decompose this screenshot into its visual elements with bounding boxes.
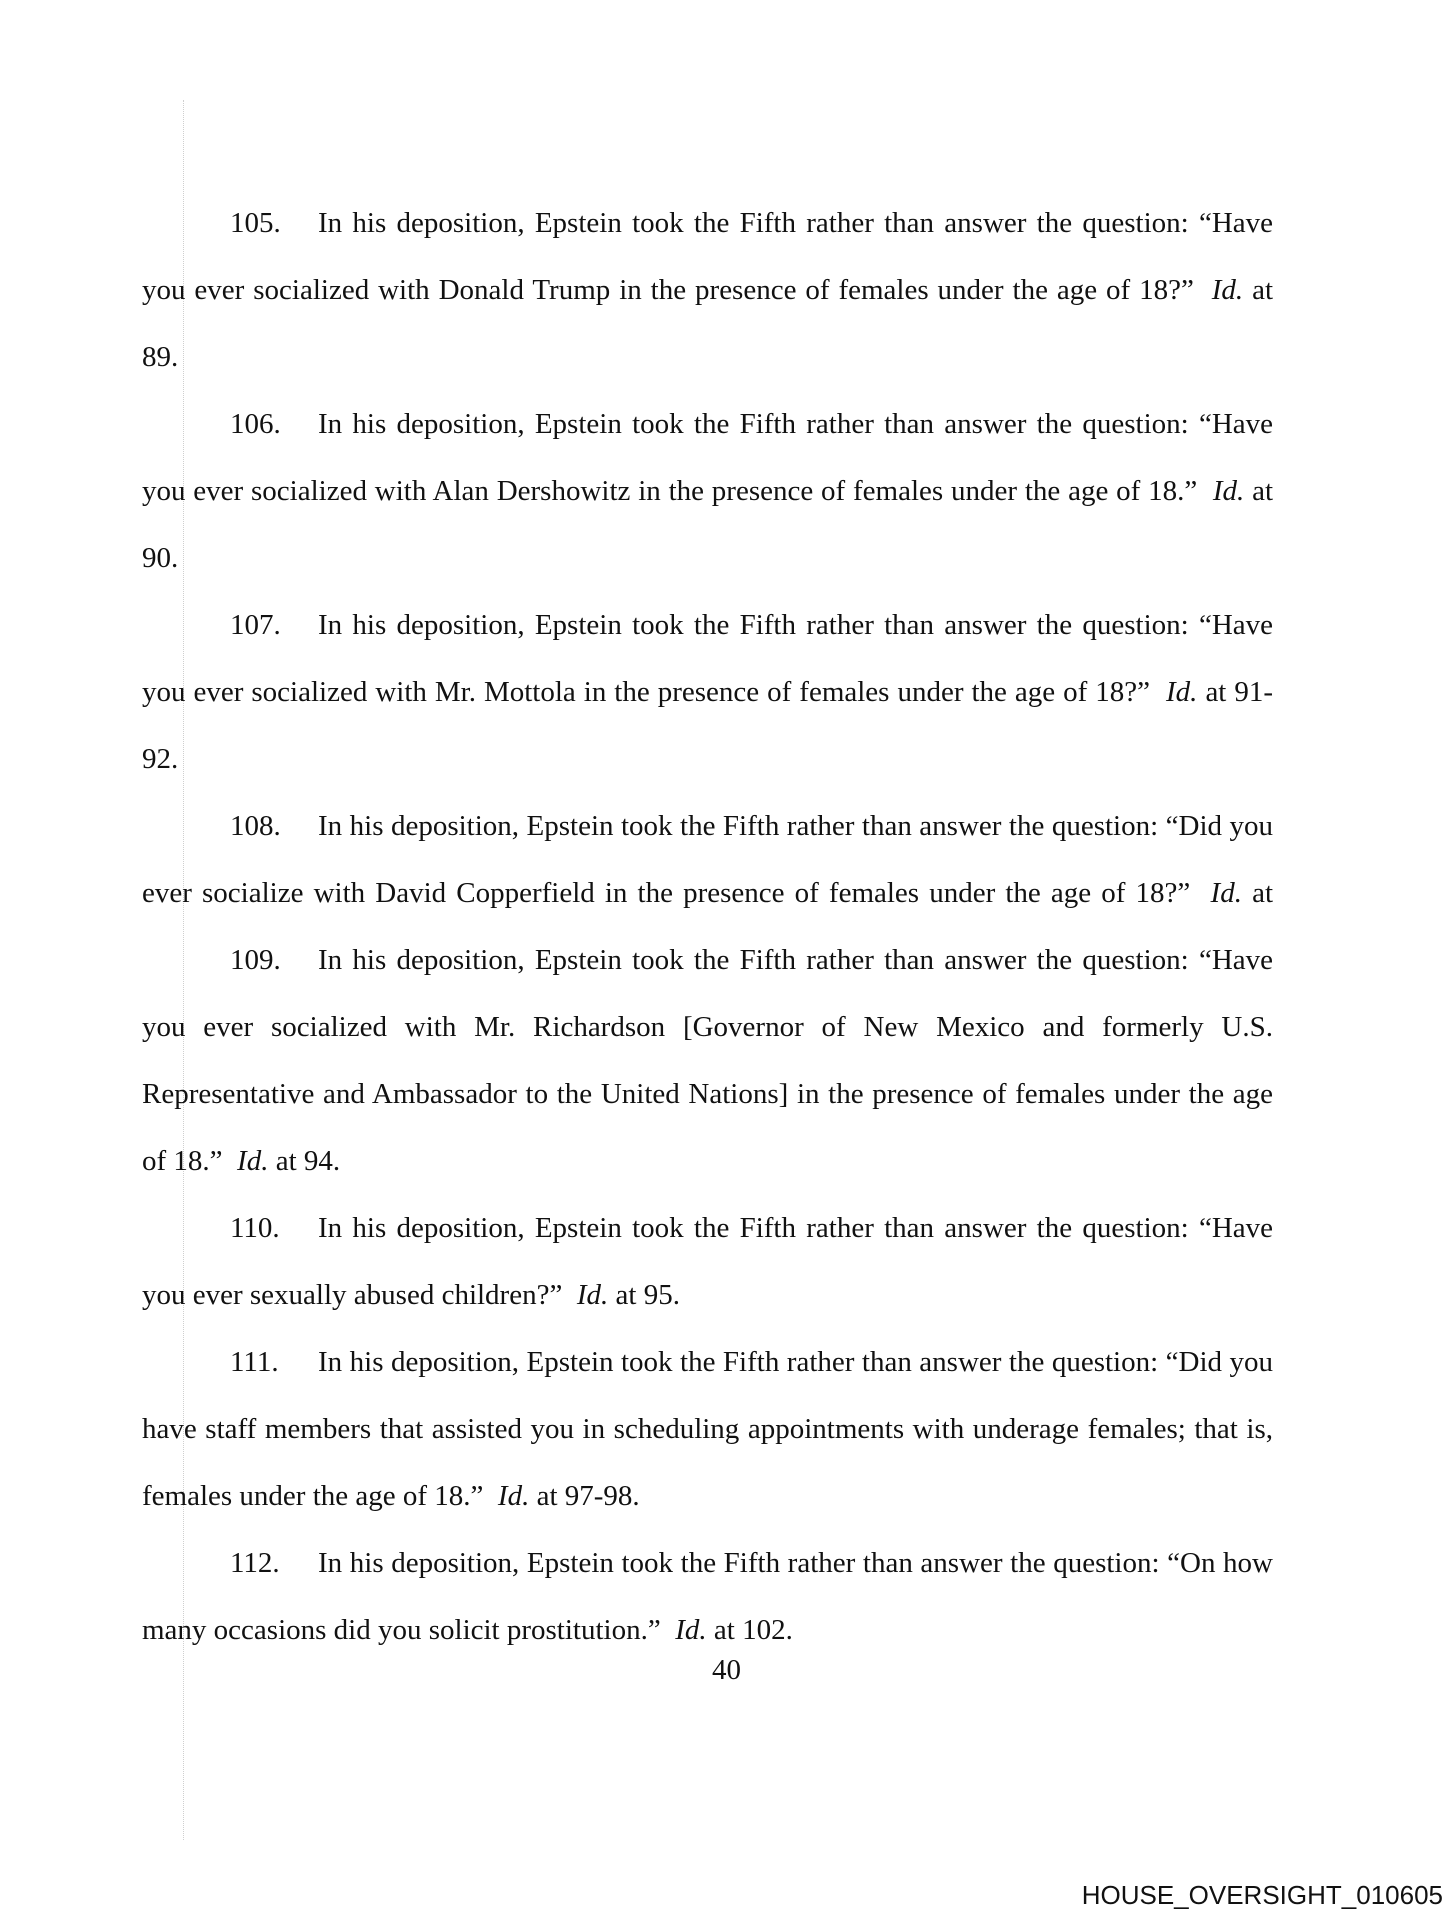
paragraph-text: you ever socialized with Mr. Mottola in the presence of females under the age of 18?” (142, 676, 1151, 708)
paragraph-107-line-2 (142, 674, 1273, 710)
paragraph-text: Representative and Ambassador to the United Nations] in the presence of females under the age (142, 1078, 1273, 1110)
paragraph-106-line-3 (142, 540, 1273, 576)
citation-page: at (1252, 877, 1274, 909)
citation-page: at 102. (713, 1614, 793, 1646)
paragraph-107-line-3 (142, 741, 1273, 777)
citation-page: at (1252, 475, 1274, 507)
citation-id: Id. (1166, 676, 1198, 708)
paragraph-number: 110. (230, 1212, 280, 1244)
bates-number: HOUSE_OVERSIGHT_010605 (1081, 1880, 1443, 1910)
paragraph-text: of 18.” (142, 1145, 223, 1177)
paragraph-text: In his deposition, Epstein took the Fifth rather than answer the question: “Did you (318, 1346, 1273, 1378)
paragraph-text: have staff members that assisted you in scheduling appointments with underage females; that is, (142, 1413, 1273, 1445)
paragraph-106-line-1 (230, 406, 1273, 442)
paragraph-112-line-2 (142, 1612, 1273, 1648)
citation-id: Id. (1210, 877, 1242, 909)
paragraph-105-line-1 (230, 205, 1273, 241)
paragraph-109-line-4 (142, 1143, 1273, 1179)
paragraph-text: you ever socialized with Alan Dershowitz in the presence of females under the age of 18.” (142, 475, 1198, 507)
paragraph-text: In his deposition, Epstein took the Fifth rather than answer the question: “On how (318, 1547, 1273, 1579)
page-number: 40 (712, 1654, 741, 1686)
paragraph-number: 105. (230, 207, 281, 239)
paragraph-number: 109. (230, 944, 281, 976)
citation-id: Id. (576, 1279, 609, 1311)
citation-id: Id. (237, 1145, 269, 1177)
paragraph-110-line-2 (142, 1277, 1273, 1313)
paragraph-text: In his deposition, Epstein took the Fifth rather than answer the question: “Did you (318, 810, 1273, 842)
paragraph-number: 108. (230, 810, 281, 842)
citation-id: Id. (1212, 475, 1245, 507)
citation-page: at 95. (615, 1279, 680, 1311)
paragraph-number: 107. (230, 609, 281, 641)
citation-id: Id. (497, 1480, 530, 1512)
citation-page: 90. (142, 542, 179, 574)
paragraph-106-line-2 (142, 473, 1273, 509)
citation-page: at 97-98. (536, 1480, 640, 1512)
paragraph-text: you ever sexually abused children?” (142, 1279, 563, 1311)
paragraph-text: you ever socialized with Mr. Richardson [Governor of New Mexico and formerly U.S. (142, 1011, 1273, 1043)
paragraph-text: you ever socialized with Donald Trump in the presence of females under the age of 18?” (142, 274, 1194, 306)
paragraph-112-line-1 (230, 1545, 1273, 1581)
paragraph-text: many occasions did you solicit prostitution.” (142, 1614, 661, 1646)
paragraph-number: 111. (230, 1346, 279, 1378)
citation-page: 92. (142, 743, 179, 775)
citation-page: at 91- (1205, 676, 1274, 708)
citation-page: at 94. (275, 1145, 341, 1177)
paragraph-number: 112. (230, 1547, 280, 1579)
citation-id: Id. (675, 1614, 707, 1646)
paragraph-text: In his deposition, Epstein took the Fifth rather than answer the question: “Have (318, 1212, 1273, 1244)
paragraph-109-line-1 (230, 942, 1273, 978)
paragraph-105-line-3 (142, 339, 1273, 375)
paragraph-108-line-1 (230, 808, 1273, 844)
paragraph-109-line-3 (142, 1076, 1273, 1112)
paragraph-107-line-1 (230, 607, 1273, 643)
paragraph-text: females under the age of 18.” (142, 1480, 484, 1512)
paragraph-111-line-3 (142, 1478, 1273, 1514)
paragraph-105-line-2 (142, 272, 1273, 308)
paragraph-text: ever socialize with David Copperfield in the presence of females under the age of 18?” (142, 877, 1191, 909)
citation-page: at (1252, 274, 1274, 306)
paragraph-108-line-2 (142, 875, 1273, 911)
paragraph-111-line-1 (230, 1344, 1273, 1380)
paragraph-text: In his deposition, Epstein took the Fifth rather than answer the question: “Have (318, 207, 1273, 239)
citation-page: 89. (142, 341, 179, 373)
paragraph-109-line-2 (142, 1009, 1273, 1045)
paragraph-text: In his deposition, Epstein took the Fifth rather than answer the question: “Have (318, 408, 1273, 440)
paragraph-text: In his deposition, Epstein took the Fifth rather than answer the question: “Have (318, 609, 1273, 641)
paragraph-text: In his deposition, Epstein took the Fifth rather than answer the question: “Have (318, 944, 1273, 976)
paragraph-number: 106. (230, 408, 281, 440)
citation-id: Id. (1211, 274, 1244, 306)
paragraph-111-line-2 (142, 1411, 1273, 1447)
paragraph-110-line-1 (230, 1210, 1273, 1246)
